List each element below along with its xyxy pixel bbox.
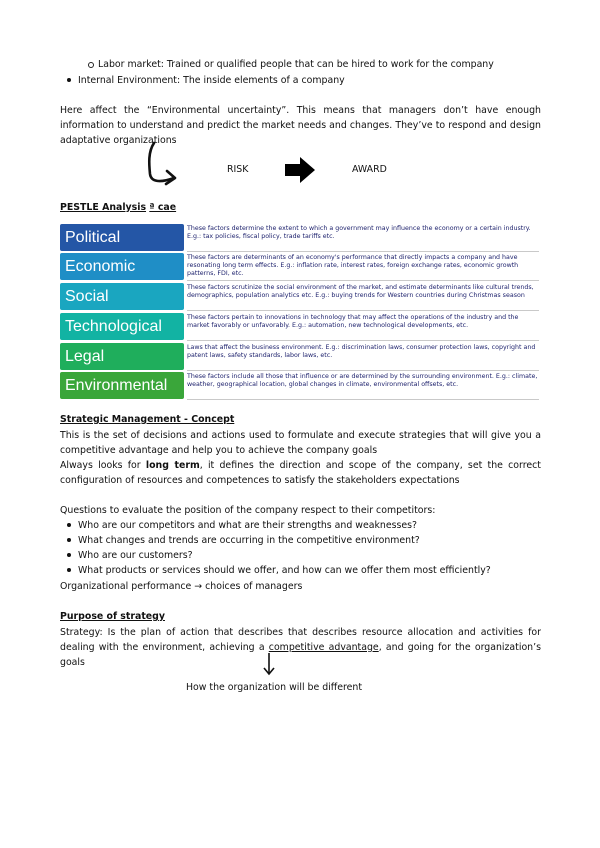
performance-line: Organizational performance → choices of managers [60, 581, 303, 592]
pestle-label: Legal [60, 343, 184, 370]
question-item: Who are our customers? [78, 550, 193, 561]
strategic-paragraph-2: Always looks for long term, it defines the direction and scope of the company, set the correct configuration of resources and competences to satisfy the stakeholders expectations [60, 460, 541, 486]
row-divider [187, 370, 539, 371]
bullet-icon [67, 538, 71, 542]
pestle-row-economic [60, 253, 539, 280]
row-divider [187, 399, 539, 400]
pestle-row-legal [60, 343, 539, 370]
strategic-heading: Strategic Management - Concept [60, 414, 235, 425]
competitive-advantage-term: competitive advantage [268, 642, 379, 653]
purpose-heading: Purpose of strategy [60, 611, 165, 622]
pestle-description: Laws that affect the business environment. E.g.: discrimination laws, consumer protection laws, copyright and patent laws, safety standards, labor laws, etc. [187, 344, 536, 359]
labor-market-item: Labor market: Trained or qualified people that can be hired to work for the company [98, 59, 494, 70]
row-divider [187, 340, 539, 341]
pestle-note: ª cae [149, 202, 177, 213]
questions-intro: Questions to evaluate the position of the company respect to their competitors: [60, 505, 436, 516]
risk-label: RISK [227, 164, 249, 175]
pestle-description: These factors determine the extent to which a government may influence the economy or a certain industry. E.g.: tax policies, fiscal policy, trade tariffs etc. [187, 225, 531, 240]
bullet-icon [67, 568, 71, 572]
bullet-icon [67, 553, 71, 557]
pestle-description: These factors scrutinize the social environment of the market, and estimate determinants like cultural trends, demographics, population analytics etc. E.g.: buying trends for Western countries during Christmas season [187, 284, 534, 299]
pestle-row-political [60, 224, 539, 251]
pestle-label: Environmental [60, 372, 184, 399]
internal-environment-item: Internal Environment: The inside elements of a company [78, 75, 345, 86]
question-item: What changes and trends are occurring in the competitive environment? [78, 535, 420, 546]
uncertainty-paragraph: Here affect the “Environmental uncertainty”. This means that managers don’t have enough information to understand and predict the market needs and changes. They’ve to respond and design adaptative organizations [60, 105, 541, 146]
down-arrow-icon [262, 652, 276, 676]
strategic-paragraph-1: This is the set of decisions and actions used to formulate and execute strategies that will give you a competitive advantage and help you to achieve the company goals [60, 430, 541, 456]
award-label: AWARD [352, 164, 387, 175]
bullet-icon [67, 523, 71, 527]
row-divider [187, 280, 539, 281]
row-divider [187, 251, 539, 252]
bullet-icon [67, 78, 71, 82]
curved-arrow-icon [140, 140, 190, 188]
pestle-label: Social [60, 283, 184, 310]
right-arrow-icon [284, 156, 316, 184]
sub-bullet-icon [88, 62, 94, 68]
pestle-label: Political [60, 224, 184, 251]
pestle-row-technological [60, 313, 539, 340]
pestle-description: These factors include all those that influence or are determined by the surrounding environment. E.g.: climate, weather, geographical location, global changes in climate, environmental offsets, etc. [187, 373, 538, 388]
pestle-description: These factors pertain to innovations in technology that may affect the operations of the industry and the market favorably or unfavorably. E.g.: automation, new technological developments, etc. [187, 314, 519, 329]
question-item: What products or services should we offer, and how can we offer them most efficiently? [78, 565, 491, 576]
pestle-row-environmental [60, 372, 539, 399]
pestle-description: These factors are determinants of an economy's performance that directly impacts a company and have resonating long term effects. E.g.: inflation rate, interest rates, foreign exchange rates, economic growth patterns, FDI, etc. [187, 254, 519, 277]
pestle-row-social [60, 283, 539, 310]
question-item: Who are our competitors and what are their strengths and weaknesses? [78, 520, 418, 531]
pestle-heading [60, 201, 176, 214]
purpose-paragraph: Strategy: Is the plan of action that describes that describes resource allocation and activities for dealing with the environment, achieving a competitive advantage, and going for the organization’s goals [60, 627, 541, 668]
pestle-label: Technological [60, 313, 184, 340]
long-term-emphasis: long term [145, 460, 200, 471]
pestle-title: PESTLE Analysis [60, 202, 147, 213]
row-divider [187, 310, 539, 311]
pestle-label: Economic [60, 253, 184, 280]
differentiation-note: How the organization will be different [186, 682, 363, 693]
